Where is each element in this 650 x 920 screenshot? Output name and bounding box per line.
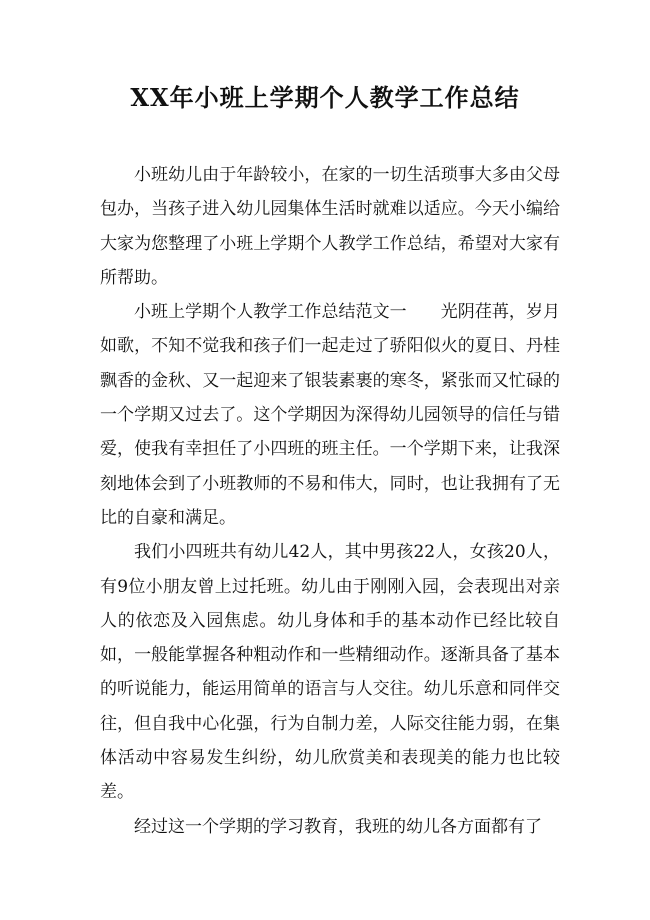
paragraph-intro: 小班幼儿由于年龄较小，在家的一切生活琐事大多由父母包办，当孩子进入幼儿园集体生活时就难以适应。今天小编给大家为您整理了小班上学期个人教学工作总结，希望对大家有所帮助。	[100, 165, 560, 288]
document-title: XX年小班上学期个人教学工作总结	[130, 83, 520, 112]
paragraph-progress: 经过这一个学期的学习教育，我班的幼儿各方面都有了	[134, 816, 542, 837]
paragraph-sample-one: 小班上学期个人教学工作总结范文一 光阴荏苒，岁月如歌，不知不觉我和孩子们一起走过了骄阳似火的夏日、丹桂飘香的金秋、又一起迎来了银装素裹的寒冬，紧张而又忙碌的一个学期又过去了。这个学期因为深得幼儿园领导的信任与错爱，使我有幸担任了小四班的班主任。一个学期下来，让我深刻地体会到了小班教师的不易和伟大，同时，也让我拥有了无比的自豪和满足。	[100, 302, 560, 528]
paragraph-class-overview: 我们小四班共有幼儿42人，其中男孩22人，女孩20人，有9位小朋友曾上过托班。幼儿由于刚刚入园，会表现出对亲人的依恋及入园焦虑。幼儿身体和手的基本动作已经比较自如，一般能掌握各种粗动作和一些精细动作。逐渐具备了基本的听说能力，能运用简单的语言与人交往。幼儿乐意和同伴交往，但自我中心化强，行为自制力差，人际交往能力弱，在集体活动中容易发生纠纷，幼儿欣赏美和表现美的能力也比较差。	[100, 542, 560, 803]
document-body	[100, 158, 560, 844]
